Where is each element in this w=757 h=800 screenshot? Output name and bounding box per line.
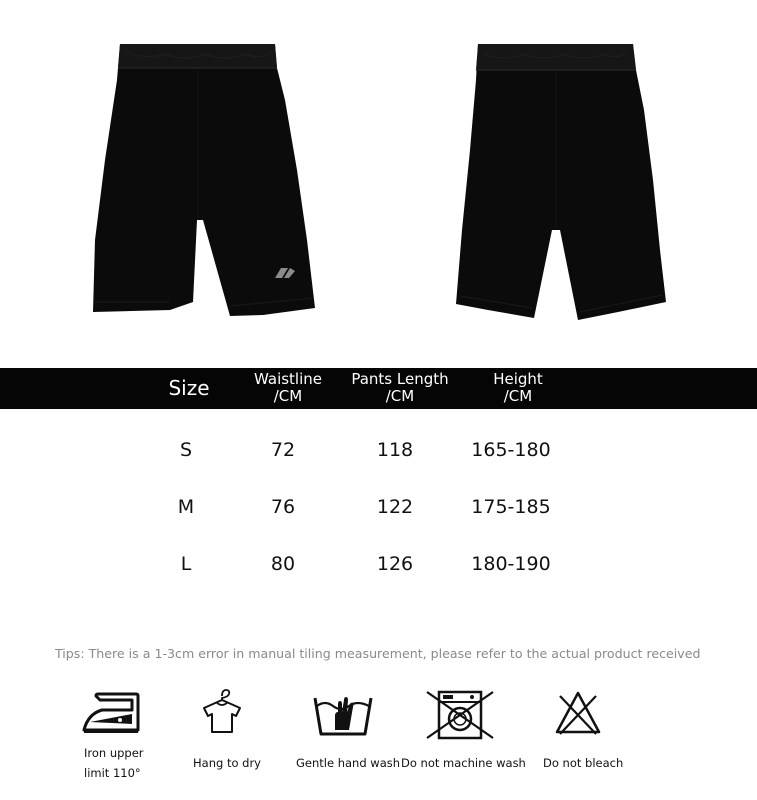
hand-wash-label: Gentle hand wash	[296, 756, 401, 770]
row-size: L	[180, 553, 192, 575]
iron-label-line2: limit 110°	[84, 766, 141, 780]
row-waistline: 72	[270, 439, 296, 461]
header-waistline-unit: /CM	[273, 387, 303, 405]
size-table-header	[0, 368, 757, 409]
hand-wash-icon	[313, 690, 373, 736]
table-row	[0, 435, 757, 465]
header-height	[470, 371, 566, 405]
iron-icon	[82, 692, 142, 736]
no-bleach-label: Do not bleach	[543, 756, 624, 770]
hanger-shirt-icon	[200, 688, 244, 736]
row-pants-length: 126	[376, 553, 414, 575]
table-row	[0, 549, 757, 579]
header-pants-length-unit: /CM	[385, 387, 415, 405]
header-height-label: Height	[493, 370, 543, 388]
row-pants-length: 118	[376, 439, 414, 461]
row-waistline: 80	[270, 553, 296, 575]
hang-label: Hang to dry	[193, 756, 261, 770]
no-machine-wash-label: Do not machine wash	[401, 756, 526, 770]
row-height: 175-185	[471, 496, 551, 518]
row-size: M	[177, 496, 195, 518]
header-size: Size	[168, 376, 210, 400]
header-waistline-label: Waistline	[254, 370, 322, 388]
measurement-tips: Tips: There is a 1-3cm error in manual tiling measurement, please refer to the actual product received	[55, 646, 701, 661]
header-waistline	[235, 371, 341, 405]
row-waistline: 76	[270, 496, 296, 518]
table-row	[0, 492, 757, 522]
shorts-back-image	[448, 40, 666, 322]
no-bleach-icon	[554, 690, 602, 736]
header-height-unit: /CM	[503, 387, 533, 405]
row-size: S	[179, 439, 193, 461]
row-height: 165-180	[471, 439, 551, 461]
iron-label-line1: Iron upper	[84, 746, 144, 760]
no-washing-machine-icon	[425, 690, 495, 740]
shorts-front-image	[85, 40, 315, 325]
product-photos	[0, 0, 757, 360]
row-pants-length: 122	[376, 496, 414, 518]
header-pants-length	[340, 371, 460, 405]
row-height: 180-190	[471, 553, 551, 575]
header-pants-length-label: Pants Length	[351, 370, 449, 388]
